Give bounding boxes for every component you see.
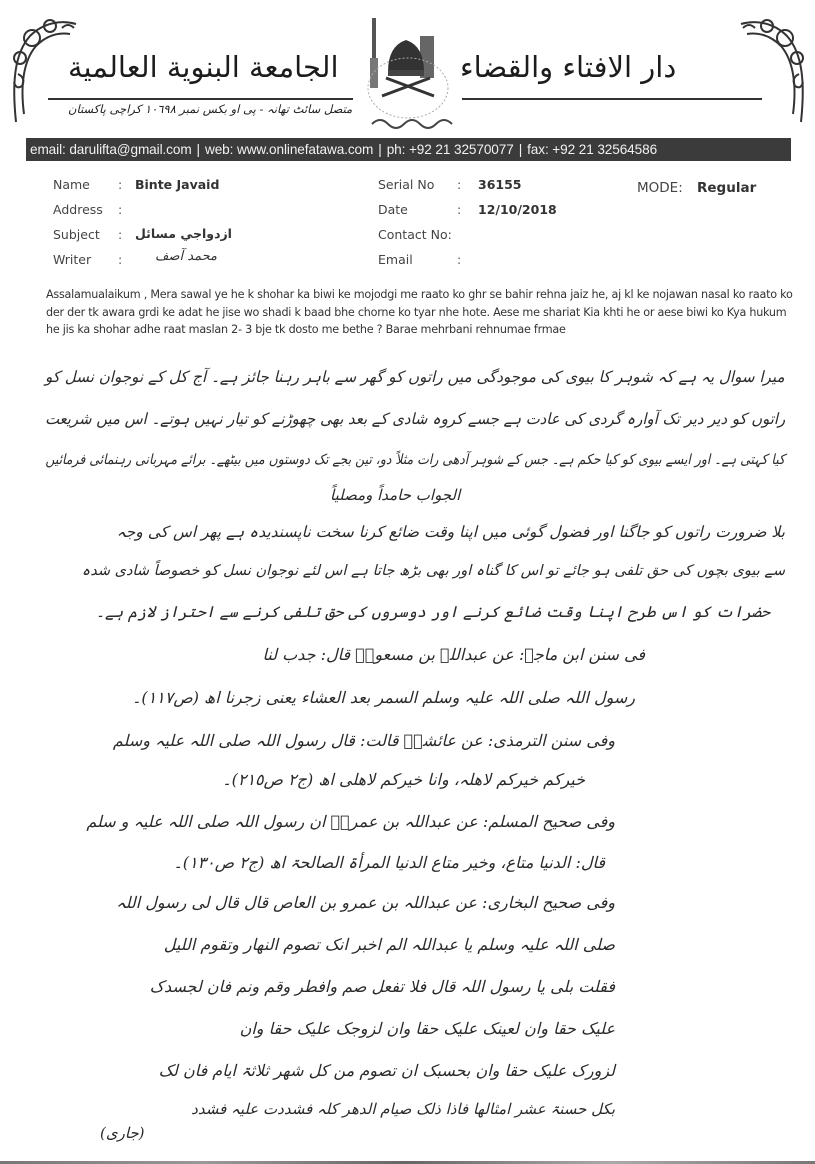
header-divider-right: [462, 98, 762, 100]
postal-address: متصل سائٹ تھانہ - پی او بکس نمبر ١٠٦٩٨ کراچی پاکستان: [68, 102, 353, 116]
reference-line: صلی اللہ علیہ وسلم یا عبداللہ الم اخبر انک تصوم النھار وتقوم اللیل: [163, 935, 615, 954]
question-text: Assalamualaikum , Mera sawal ye he k shohar ka biwi ke mojodgi me raato ko ghr se bahir rehna jaiz he, aj kl ke nojawan nasal ko raato ko der der tk awara grdi ke adat he jise wo shadi k baad bhe chorne ko tyar nhe hote. Aese me shariat Kia khti he or aese biwi ko Kya hukum he jis ka shohar adhe raat maslan 2- 3 bje tk dosto me bethe ? Barae mehrbani rehnumae frmae: [46, 288, 793, 336]
contact-bar: [26, 138, 791, 161]
contact-email: email: darulifta@gmail.com: [30, 142, 192, 157]
address-label: Address: [53, 202, 103, 217]
colon: :: [118, 177, 123, 192]
reference-line: بکل حسنۃ عشر امثالھا فاذا ذلک صیام الدھر کلہ فشددت علیہ فشدد: [191, 1100, 615, 1118]
reference-line: رسول اللہ صلی اللہ علیہ وسلم السمر بعد العشاء یعنی زجرنا اھ (ص١١٧)۔: [131, 688, 635, 707]
writer-label: Writer: [53, 252, 92, 267]
subject-value: ازدواجي مسائل: [135, 226, 232, 241]
handwritten-answer-line: بلا ضرورت راتوں کو جاگنا اور فضول گوئی میں اپنا وقت ضائع کرنا سخت ناپسندیدہ ہے پھر اس کی وجہ: [116, 523, 785, 541]
serial-value: 36155: [478, 177, 522, 192]
institution-title-arabic: الجامعة البنوية العالمية: [68, 50, 339, 84]
separator: |: [378, 142, 382, 157]
name-value: Binte Javaid: [135, 177, 220, 192]
header-divider-left: [48, 98, 353, 100]
contact-no-label: Contact No:: [378, 227, 452, 242]
colon: :: [118, 252, 123, 267]
institution-logo-icon: [358, 14, 462, 132]
handwritten-answer-line: سے بیوی بچوں کی حق تلفی ہو جائے تو اس کا گناہ اور بھی بڑھ جاتا ہے اس لئے نوجوان نسل کو خصوصاً شادی شدہ: [81, 563, 785, 579]
serial-label: Serial No: [378, 177, 435, 192]
email-label: Email: [378, 252, 413, 267]
continued-note: (جاری): [100, 1124, 145, 1142]
reference-line: وفی صحیح المسلم: عن عبداللہ بن عمروؓ ان رسول اللہ صلی اللہ علیہ و سلم: [86, 812, 615, 831]
colon: :: [457, 177, 462, 192]
reference-line: علیک حقا وان لعینک علیک حقا وان لزوجک علیک حقا وان: [239, 1019, 615, 1038]
colon: :: [118, 202, 123, 217]
mode-value: Regular: [697, 180, 757, 196]
reference-line: فی سنن ابن ماجۃ: عن عبداللہ بن مسعودؓ قال: جدب لنا: [262, 645, 645, 664]
handwritten-question-line: کیا کہتی ہے۔ اور ایسے بیوی کو کیا حکم ہے۔ جس کے شوہر آدھی رات مثلاً دو، تین بجے تک دوستوں میں بیٹھے۔ برائے مہربانی رہنمائی فرمائیں: [45, 452, 785, 468]
handwritten-answer-line: حضرات کو اس طرح اپنا وقت ضائع کرنے اور دوسروں کی حق تلفی کرنے سے احتراز لازم ہے۔: [95, 603, 770, 621]
corner-ornament-right-icon: [737, 14, 807, 124]
reference-line: فقلت بلی یا رسول اللہ قال فلا تفعل صم وافطر وقم ونم فان لجسدک: [149, 977, 615, 996]
handwritten-question-line: راتوں کو دیر دیر تک آوارہ گردی کی عادت ہے جسے کروہ شادی کے بعد بھی چھوڑنے کو تیار نہیں ہوتے۔ اس میں شریعت: [44, 410, 785, 428]
separator: |: [196, 142, 200, 157]
date-value: 12/10/2018: [478, 202, 557, 217]
department-title-arabic: دار الافتاء والقضاء: [460, 50, 677, 84]
separator: |: [518, 142, 523, 157]
answer-heading: الجواب حامداً ومصلیاً: [330, 486, 461, 504]
contact-web: web: www.onlinefatawa.com: [204, 142, 374, 157]
contact-phone: ph: +92 21 32570077: [386, 142, 514, 157]
mode-label: MODE:: [637, 180, 683, 196]
reference-line: خیرکم خیرکم لاھلہ، وانا خیرکم لاھلی اھ (ج٢ ص٢١٥)۔: [222, 770, 585, 789]
colon: :: [457, 202, 462, 217]
date-label: Date: [378, 202, 408, 217]
reference-line: وفی صحیح البخاری: عن عبداللہ بن عمرو بن العاص قال قال لی رسول اللہ: [116, 893, 615, 912]
writer-signature: محمد آصف: [155, 249, 217, 264]
subject-label: Subject: [53, 227, 100, 242]
handwritten-question-line: میرا سوال یہ ہے کہ شوہر کا بیوی کی موجودگی میں راتوں کو گھر سے باہر رہنا جائز ہے۔ آج کل کے نوجوان نسل کو: [45, 368, 785, 386]
colon: :: [457, 252, 462, 267]
reference-line: قال: الدنیا متاع، وخیر متاع الدنیا المرأۃ الصالحۃ اھ (ج٢ ص١٣٠)۔: [173, 853, 605, 872]
contact-fax: fax: +92 21 32564586: [527, 142, 658, 157]
reference-line: وفی سنن الترمذی: عن عائشۃؓ قالت: قال رسول اللہ صلی اللہ علیہ وسلم: [112, 731, 615, 750]
colon: :: [118, 227, 123, 242]
name-label: Name: [53, 177, 90, 192]
reference-line: لزورک علیک حقا وان بحسبک ان تصوم من کل شھر ثلاثۃ ایام فان لک: [158, 1061, 615, 1080]
